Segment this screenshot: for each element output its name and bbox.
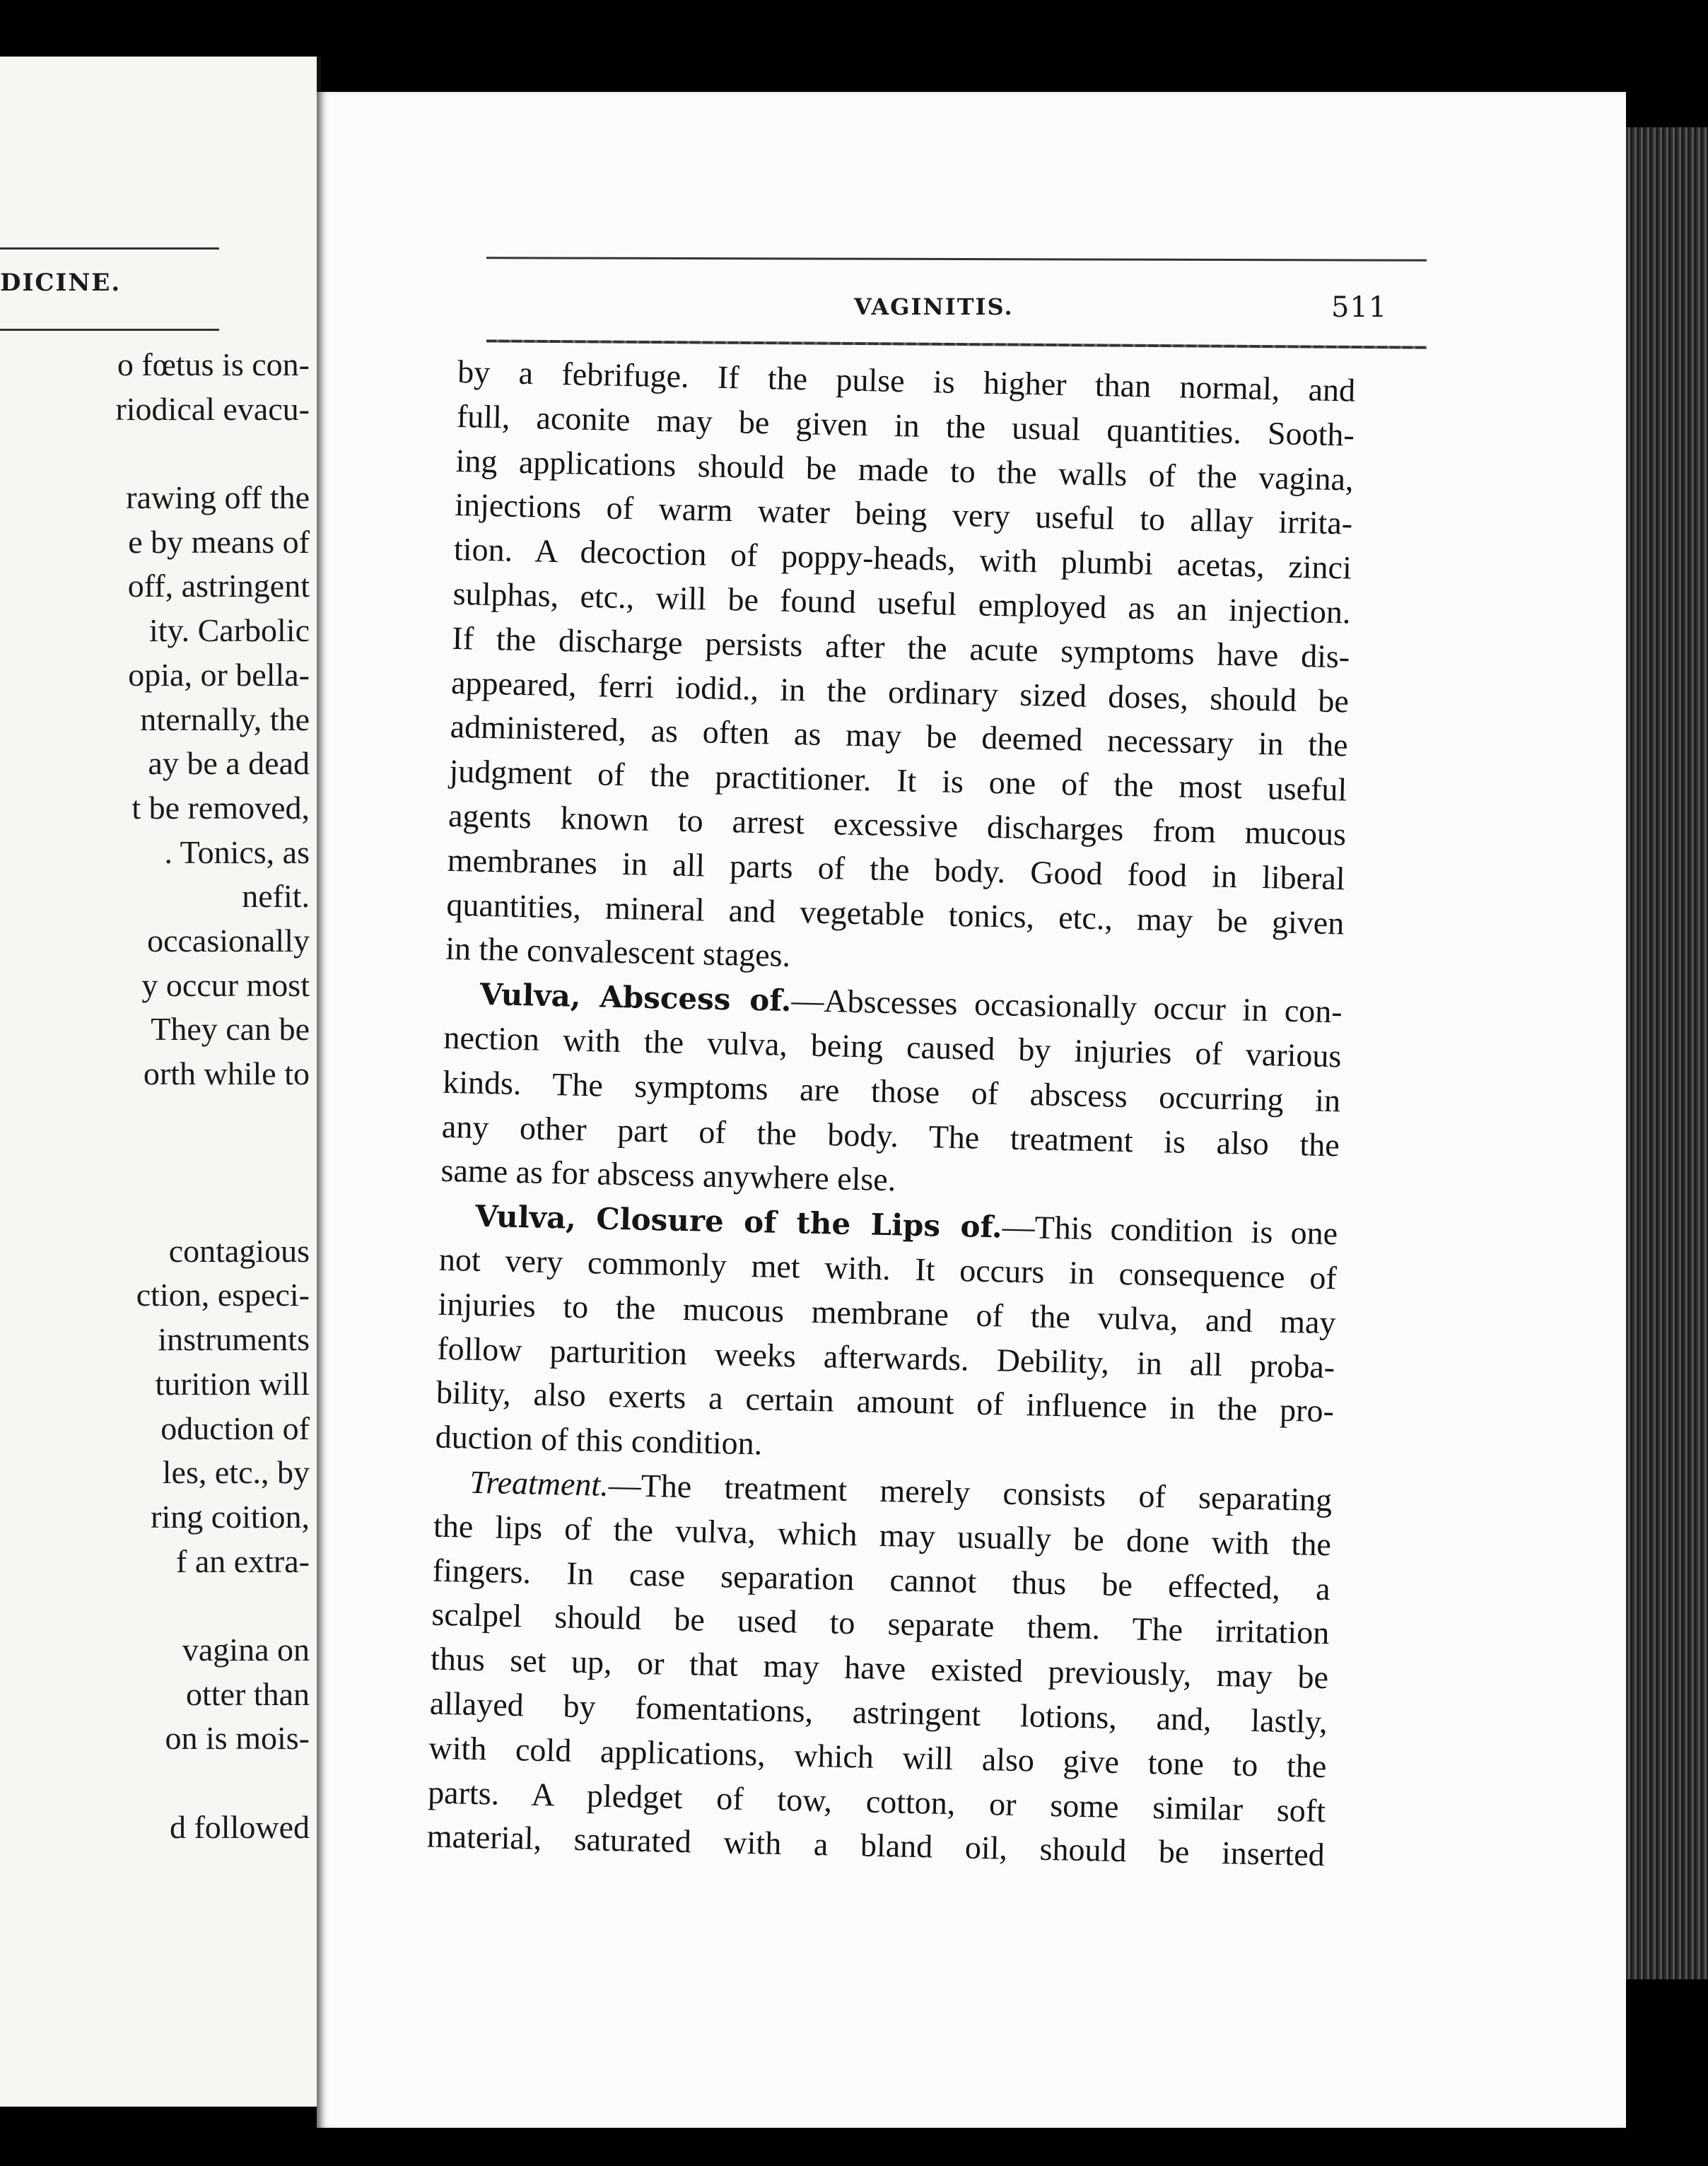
text-line: allayed by fomentations, astringent lotions, and, lastly, (429, 1685, 1328, 1740)
left-text-line: turition will (155, 1365, 310, 1402)
text-line: If the discharge persists after the acute symptoms have dis- (451, 619, 1350, 675)
left-text-line: occasionally (147, 922, 310, 959)
text-line: follow parturition weeks afterwards. Debility, in all proba- (436, 1330, 1335, 1385)
left-text-line: opia, or bella- (128, 656, 310, 693)
text-line: administered, as often as may be deemed necessary in the (450, 708, 1349, 763)
section-heading-closure: Vulva, Closure of the Lips of. (474, 1198, 1003, 1245)
left-text-line: otter than (186, 1675, 310, 1712)
text-line: agents known to arrest excessive discharges from mucous (448, 797, 1347, 853)
left-text-line: oduction of (160, 1410, 310, 1446)
text-line: not very commonly met with. It occurs in consequence of (438, 1241, 1338, 1296)
left-text-line: ay be a dead (148, 745, 310, 782)
text-fragment: —This condition is one (1002, 1208, 1338, 1252)
page-edges (1626, 127, 1708, 1979)
text-line: full, aconite may be given in the usual quantities. Sooth- (456, 397, 1355, 453)
text-line: tion. A decoction of poppy-heads, with plumbi acetas, zinci (453, 531, 1352, 586)
left-text-line: off, astringent (127, 568, 310, 604)
left-page-text (6, 343, 310, 1849)
text-line: same as for abscess anywhere else. (440, 1152, 896, 1198)
text-line: ing applications should be made to the walls of the vagina, (455, 442, 1354, 498)
left-text-line: instruments (158, 1321, 310, 1358)
left-text-line: nefit. (242, 878, 310, 915)
text-line: fingers. In case separation cannot thus be effected, a (432, 1552, 1331, 1607)
left-running-head: DICINE. (0, 269, 122, 297)
left-text-line (6, 1185, 310, 1229)
text-line: any other part of the body. The treatment is also the (441, 1108, 1340, 1163)
left-text-line: nternally, the (140, 701, 310, 737)
text-fragment: —Abscesses occasionally occur in con- (790, 982, 1343, 1030)
section-heading-abscess: Vulva, Abscess of. (479, 977, 792, 1019)
text-line: membranes in all parts of the body. Good food in liberal (447, 841, 1346, 897)
page (317, 92, 1626, 2128)
running-head: VAGINITIS. (854, 293, 1014, 320)
left-text-line (6, 1140, 310, 1185)
left-text-line: e by means of (128, 523, 310, 560)
left-text-line: orth while to (143, 1055, 310, 1091)
text-line: sulphas, etc., will be found useful employed as an injection. (452, 575, 1352, 631)
text-line: duction of this condition. (435, 1418, 763, 1462)
left-header-rule (0, 247, 219, 250)
text-line: bility, also exerts a certain amount of influence in the pro- (435, 1374, 1335, 1429)
text-line: in the convalescent stages. (445, 930, 791, 974)
left-text-line: o fœtus is con- (117, 346, 310, 382)
text-line: thus set up, or that may have existed previously, may be (430, 1640, 1329, 1696)
left-text-line: ction, especi- (136, 1277, 310, 1313)
left-text-line: f an extra- (176, 1542, 310, 1579)
left-text-line: contagious (168, 1232, 310, 1269)
left-text-line: on is mois- (165, 1720, 310, 1757)
text-line: with cold applications, which will also give tone to the (428, 1729, 1327, 1784)
page-number: 511 (1331, 291, 1388, 324)
left-text-line: vagina on (182, 1631, 310, 1668)
header-rule (486, 339, 1427, 349)
left-text-line: rawing off the (126, 479, 310, 516)
left-text-line: y occur most (141, 966, 310, 1003)
text-line: scalpel should be used to separate them. The irritation (431, 1596, 1330, 1651)
text-line: parts. A pledget of tow, cotton, or some similar soft (427, 1774, 1326, 1829)
left-text-line (6, 431, 310, 476)
left-text-line: t be removed, (131, 789, 310, 826)
left-text-line: . Tonics, as (164, 833, 310, 870)
text-line: judgment of the practitioner. It is one of the most useful (448, 753, 1347, 808)
text-fragment: —The treatment merely consists of separating (608, 1466, 1333, 1518)
left-text-line: ring coition, (151, 1498, 310, 1535)
left-text-line: d followed (169, 1808, 310, 1845)
text-line: material, saturated with a bland oil, should be inserted (426, 1817, 1326, 1873)
text-line: kinds. The symptoms are those of abscess occurring in (442, 1063, 1341, 1119)
left-text-line (6, 1096, 310, 1141)
left-text-line: les, etc., by (162, 1454, 310, 1491)
left-text-line (6, 1583, 310, 1628)
body-text (426, 350, 1355, 1878)
text-line: injections of warm water being very useful to allay irrita- (454, 486, 1353, 542)
left-text-line: ity. Carbolic (149, 612, 310, 649)
text-line: the lips of the vulva, which may usually be done with the (433, 1507, 1332, 1562)
left-text-line: riodical evacu- (115, 390, 310, 427)
left-page-fragment (0, 57, 321, 2107)
treatment-label: Treatment. (469, 1463, 609, 1503)
text-line: appeared, ferri iodid., in the ordinary sized doses, should be (450, 664, 1350, 720)
left-text-line (6, 1761, 310, 1805)
text-line: quantities, mineral and vegetable tonics, etc., may be given (446, 886, 1345, 941)
header-rule (486, 257, 1427, 261)
text-line: by a febrifuge. If the pulse is higher than normal, and (457, 353, 1356, 409)
text-line: injuries to the mucous membrane of the vulva, and may (438, 1285, 1336, 1341)
text-line: nection with the vulva, being caused by injuries of various (443, 1019, 1342, 1075)
left-header-rule (0, 329, 219, 331)
left-text-line: They can be (151, 1011, 310, 1048)
